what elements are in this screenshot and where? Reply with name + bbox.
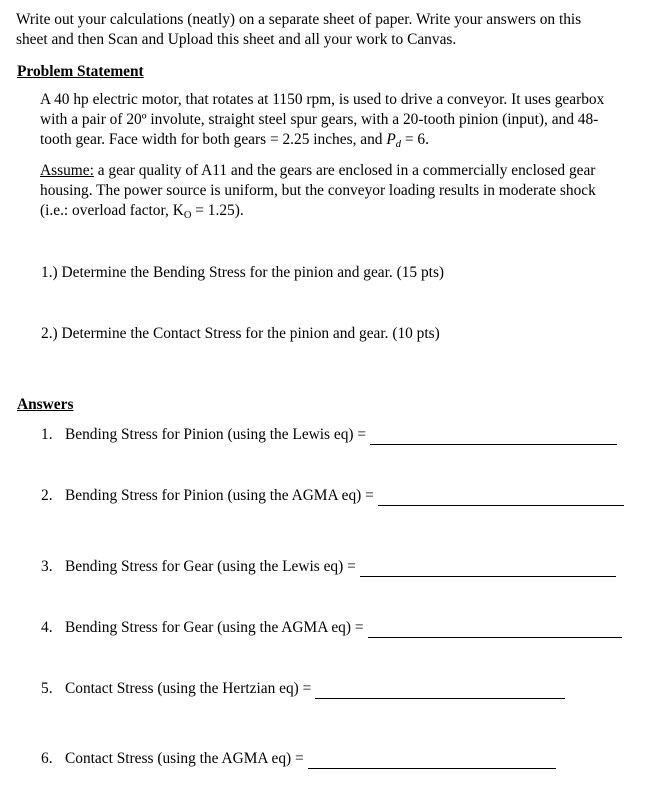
assume-line-3: (i.e.: overload factor, K [40,202,184,219]
answer-item-3 [41,557,616,577]
instructions-line-1: Write out your calculations (neatly) on a separate sheet of paper. Write your answers on this [16,11,582,28]
answer-number: 2. [41,487,53,504]
problem-line-2: with a pair of 20º involute, straight steel spur gears, with a 20-tooth pinion (input), and 48- [40,111,599,128]
answer-label: Bending Stress for Gear (using the Lewis eq) = [65,558,356,575]
instructions [16,10,656,50]
assume-line-1: a gear quality of A11 and the gears are enclosed in a commercially enclosed gear [93,162,596,179]
answers-heading: Answers [17,396,74,413]
diametral-pitch-subscript: d [395,139,401,150]
instructions-line-2: sheet and then Scan and Upload this sheet and all your work to Canvas. [16,31,457,48]
answer-item-5 [41,679,565,699]
answer-number: 5. [41,680,53,697]
question-1: 1.) Determine the Bending Stress for the pinion and gear. (15 pts) [41,264,445,281]
diametral-pitch-symbol: P [386,131,396,148]
problem-line-3: tooth gear. Face width for both gears = 2.25 inches, and [40,131,387,148]
answer-blank-line[interactable] [315,684,565,699]
answer-blank-line[interactable] [308,754,556,769]
answer-blank-line[interactable] [368,623,622,638]
overload-factor-value: = 1.25). [191,202,244,219]
answer-number: 6. [41,750,53,767]
answer-label: Contact Stress (using the Hertzian eq) = [65,680,312,697]
problem-paragraph-1 [40,90,650,150]
answer-label: Bending Stress for Gear (using the AGMA eq) = [65,619,364,636]
answer-number: 1. [41,426,53,443]
answer-label: Bending Stress for Pinion (using the AGMA eq) = [65,487,374,504]
problem-line-1: A 40 hp electric motor, that rotates at 1150 rpm, is used to drive a conveyor. It uses gearbox [40,91,605,108]
answer-item-2 [41,486,624,506]
answer-item-4 [41,618,622,638]
problem-statement-body [40,90,650,221]
problem-statement-heading: Problem Statement [17,63,144,80]
overload-factor-subscript: O [183,210,192,221]
answer-blank-line[interactable] [370,430,617,445]
answer-item-1 [41,425,617,445]
diametral-pitch-value: = 6. [401,131,429,148]
answer-label: Contact Stress (using the AGMA eq) = [65,750,304,767]
answer-number: 4. [41,619,53,636]
answer-number: 3. [41,558,53,575]
answer-blank-line[interactable] [378,491,624,506]
question-2: 2.) Determine the Contact Stress for the pinion and gear. (10 pts) [41,325,440,342]
answer-item-6 [41,749,556,769]
assume-label: Assume: [40,162,94,179]
answer-blank-line[interactable] [360,562,616,577]
problem-paragraph-assume [40,161,650,221]
answer-label: Bending Stress for Pinion (using the Lewis eq) = [65,426,367,443]
assume-line-2: housing. The power source is uniform, but the conveyor loading results in moderate shock [40,182,596,199]
